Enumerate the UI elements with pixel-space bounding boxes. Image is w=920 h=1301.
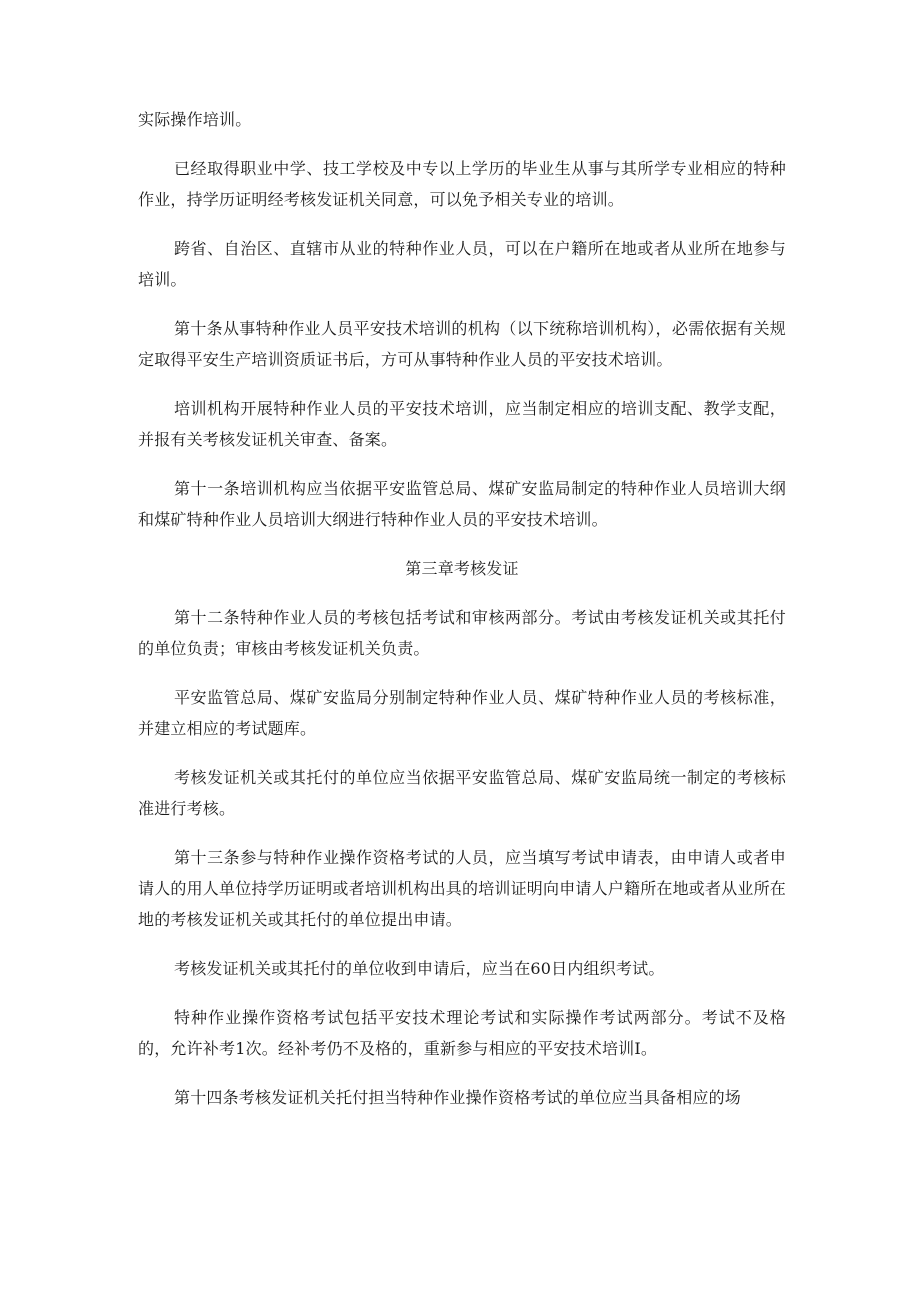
document-page [138, 104, 786, 1131]
paragraph-exam-timing: 考核发证机关或其托付的单位收到申请后，应当在60日内组织考试。 [174, 959, 665, 978]
chapter-heading: 第三章考核发证 [405, 559, 519, 578]
paragraph-assessment-standards: 平安监管总局、煤矿安监局分别制定特种作业人员、煤矿特种作业人员的考核标准，并建立相应的考试题库。 [138, 688, 786, 738]
paragraph-exam-content: 特种作业操作资格考试包括平安技术理论考试和实际操作考试两部分。考试不及格的，允许补考1次。经补考仍不及格的，重新参与相应的平安技术培训I。 [138, 1008, 786, 1058]
paragraph-continuation: 实际操作培训。 [138, 110, 252, 129]
paragraph-article-13: 第十三条参与特种作业操作资格考试的人员，应当填写考试申请表，由申请人或者申请人的用人单位持学历证明或者培训机构出具的培训证明向申请人户籍所在地或者从业所在地的考核发证机关或其托付的单位提出申请。 [138, 848, 787, 929]
paragraph-training-plan: 培训机构开展特种作业人员的平安技术培训，应当制定相应的培训支配、教学支配，并报有关考核发证机关审查、备案。 [138, 399, 786, 449]
paragraph-education-exemption: 已经取得职业中学、技工学校及中专以上学历的毕业生从事与其所学专业相应的特种作业，持学历证明经考核发证机关同意，可以免予相关专业的培训。 [138, 159, 786, 209]
paragraph-article-14: 第十四条考核发证机关托付担当特种作业操作资格考试的单位应当具备相应的场 [174, 1088, 742, 1107]
paragraph-article-10: 第十条从事特种作业人员平安技术培训的机构（以下统称培训机构），必需依据有关规定取得平安生产培训资质证书后，方可从事特种作业人员的平安技术培训。 [138, 319, 786, 369]
paragraph-article-11: 第十一条培训机构应当依据平安监管总局、煤矿安监局制定的特种作业人员培训大纲和煤矿特种作业人员培训大纲进行特种作业人员的平安技术培训。 [138, 479, 786, 529]
paragraph-assessment-basis: 考核发证机关或其托付的单位应当依据平安监管总局、煤矿安监局统一制定的考核标准进行考核。 [138, 768, 786, 818]
paragraph-article-12: 第十二条特种作业人员的考核包括考试和审核两部分。考试由考核发证机关或其托付的单位负责；审核由考核发证机关负责。 [138, 608, 786, 658]
paragraph-cross-region-training: 跨省、自治区、直辖市从业的特种作业人员，可以在户籍所在地或者从业所在地参与培训。 [138, 239, 786, 289]
